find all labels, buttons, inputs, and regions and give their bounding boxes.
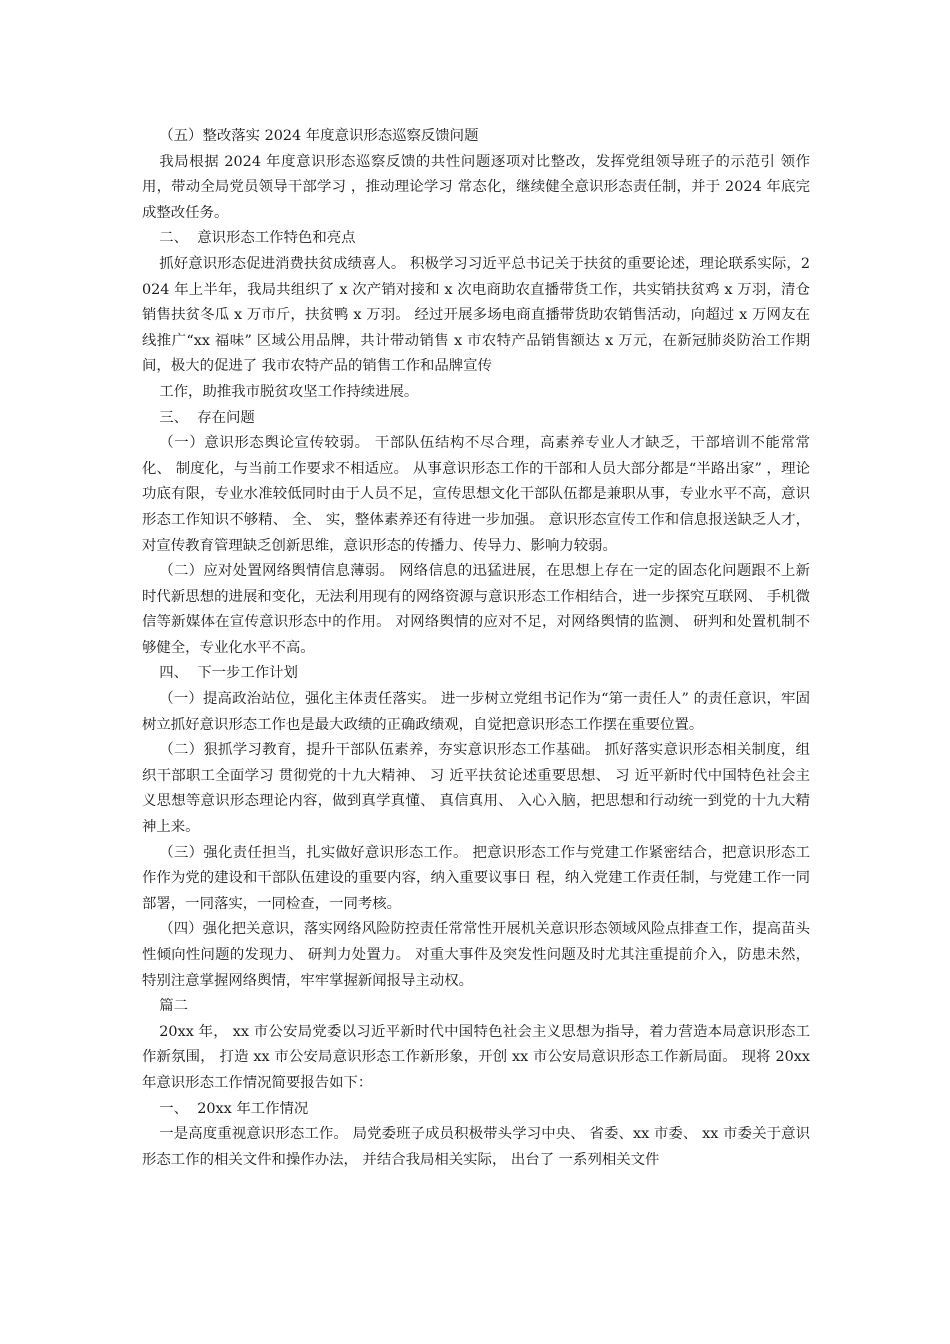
section-heading-work-status: 一、 20xx 年工作情况 [159,1100,309,1117]
document-page [142,124,815,1173]
section-heading-problems: 三、 存在问题 [159,409,255,426]
paragraph-highlights-continued: 工作，助推我市脱贫攻坚工作持续进展。 [159,383,419,400]
paragraph-problem-1: （一）意识形态舆论宣传较弱。 干部队伍结构不尽合理，高素养专业人才缺乏，干部培训不能常常化、 制度化，与当前工作要求不相适应。 从事意识形态工作的干部和人员大部分都是“半路出家” ，理论功底有限，专业水准较低同时由于人员不足，宣传思想文化干部队伍都是兼职从事，专业水平不高，意识形态工作知识不够精、 全、 实，整体素养还有待进一步加强。 意识形态宣传工作和信息报送缺乏人才，对宣传教育管理缺乏创新思维，意识形态的传播力、传导力、影响力较弱。 [142,435,810,554]
section-heading-plan: 四、 下一步工作计划 [159,665,298,682]
section-heading-highlights: 二、 意识形态工作特色和亮点 [159,230,356,247]
section-heading-rectify: （五）整改落实 2024 年度意识形态巡察反馈问题 [159,128,479,144]
paragraph-problem-2: （二）应对处置网络舆情信息薄弱。 网络信息的迅猛进展，在思想上存在一定的固态化问题跟不上新时代新思想的进展和变化，无法利用现有的网络资源与意识形态工作相结合，进一步探究互联网、 手机微信等新媒体在宣传意识形态中的作用。 对网络舆情的应对不足，对网络舆情的监测、 研判和处置机制不够健全，专业化水平不高。 [142,563,810,656]
paragraph-plan-1: （一）提高政治站位，强化主体责任落实。 进一步树立党组书记作为“第一责任人” 的责任意识，牢固树立抓好意识形态工作也是最大政绩的正确政绩观，自觉把意识形态工作摆在重要位置。 [142,691,810,733]
paragraph-plan-4: （四）强化把关意识，落实网络风险防控责任常常性开展机关意识形态领域风险点排查工作，提高苗头性倾向性问题的发现力、 研判力处置力。 对重大事件及突发性问题及时尤其注重提前介入，防患未然，特别注意掌握网络舆情，牢牢掌握新闻报导主动权。 [142,921,810,989]
paragraph-plan-2: （二）狠抓学习教育，提升干部队伍素养，夯实意识形态工作基础。 抓好落实意识形态相关制度，组织干部职工全面学习 贯彻党的十九大精神、 习 近平扶贫论述重要思想、 习 近平新时代中国特色社会主义思想等意识形态理论内容，做到真学真懂、 真信真用、 入心入脑，把思想和行动统一到党的十九大精神上来。 [142,742,810,836]
paragraph-rectify-body: 我局根据 2024 年度意识形态巡察反馈的共性问题逐项对比整改，发挥党组领导班子的示范引 领作用，带动全局党员领导干部学习 ，推动理论学习 常态化，继续健全意识形态责任制，并于 2024 年底完成整改任务。 [142,153,810,221]
paragraph-work-status-1: 一是高度重视意识形态工作。 局党委班子成员积极带头学习中央、 省委、xx 市委、 xx 市委关于意识形态工作的相关文件和操作办法， 并结合我局相关实际， 出台了 一系列相关文件 [142,1126,810,1168]
paragraph-highlights-body: 抓好意识形态促进消费扶贫成绩喜人。 积极学习习近平总书记关于扶贫的重要论述，理论联系实际，2024 年上半年，我局共组织了 x 次产销对接和 x 次电商助农直播带货工作，共实销扶贫鸡 x 万羽，清仓销售扶贫冬瓜 x 万市斤，扶贫鸭 x 万羽。 经过开展多场电商直播带货助农销售活动，向超过 x 万网友在线推广“xx 福味” 区域公用品牌，共计带动销售 x 市农特产品销售额达 x 万元，在新冠肺炎防治工作期间，极大的促进了 我市农特产品的销售工作和品牌宣传 [142,255,810,375]
paragraph-plan-3: （三）强化责任担当，扎实做好意识形态工作。 把意识形态工作与党建工作紧密结合，把意识形态工作作为党的建设和干部队伍建设的重要内容，纳入重要议事日 程，纳入党建工作责任制，与党建工作一同部署，一同落实，一同检查，一同考核。 [142,844,810,912]
paragraph-part-two-intro: 20xx 年， xx 市公安局党委以习近平新时代中国特色社会主义思想为指导，着力营造本局意识形态工作新氛围， 打造 xx 市公安局意识形态工作新形象，开创 xx 市公安局意识形态工作新局面。 现将 20xx 年意识形态工作情况简要报告如下： [142,1023,815,1091]
section-heading-part-two: 篇二 [159,998,189,1015]
